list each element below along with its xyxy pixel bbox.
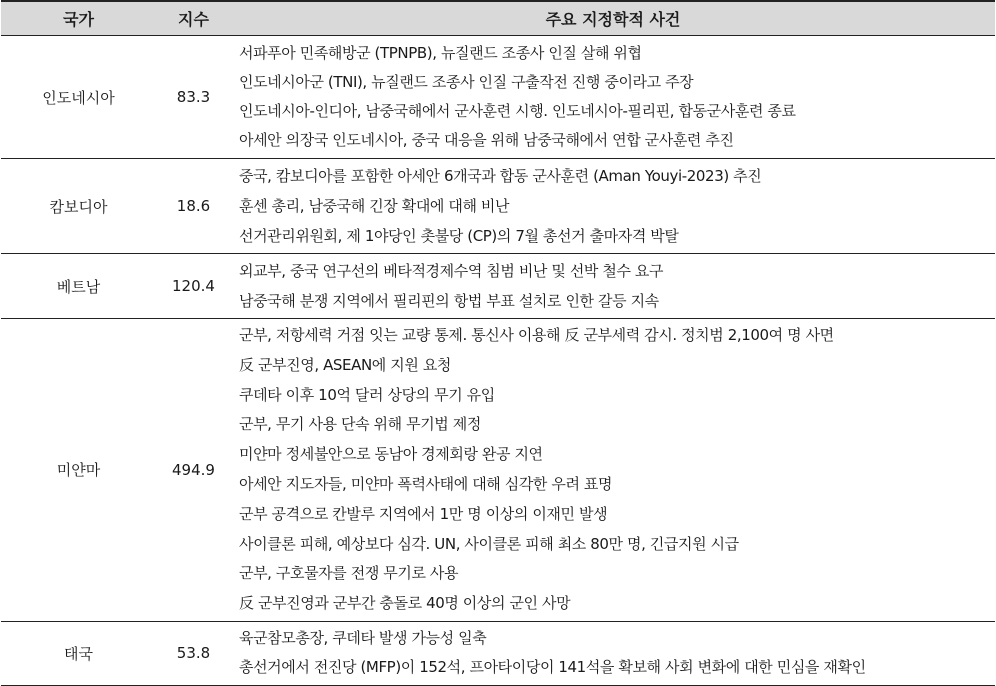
event-item: 인도네시아군 (TNI), 뉴질랜드 조종사 인질 구출작전 진행 중이라고 주장 <box>239 73 694 91</box>
country-cell: 태국 <box>1 621 156 685</box>
table-row-vietnam <box>1 254 995 319</box>
event-item: 선거관리위원회, 제 1야당인 촛불당 (CP)의 7월 총선거 출마자격 박탈 <box>239 227 679 245</box>
event-item: 사이클론 피해, 예상보다 심각. UN, 사이클론 피해 최소 80만 명, 긴급지원 시급 <box>239 534 739 553</box>
index-cell: 53.8 <box>156 621 231 685</box>
event-item: 인도네시아-인디아, 남중국해에서 군사훈련 시행. 인도네시아-필리핀, 합동군사훈련 종료 <box>239 102 796 120</box>
header-events: 주요 지정학적 사건 <box>231 1 995 36</box>
index-cell: 83.3 <box>156 36 231 159</box>
event-item: 총선거에서 전진당 (MFP)이 152석, 프아타이당이 141석을 확보해 사회 변화에 대한 민심을 재확인 <box>239 658 866 677</box>
event-item: 아세안 의장국 인도네시아, 중국 대응을 위해 남중국해에서 연합 군사훈련 추진 <box>239 131 734 149</box>
index-cell: 494.9 <box>156 319 231 622</box>
table-row-thailand <box>1 621 995 685</box>
events-cell <box>231 36 995 159</box>
event-item: 쿠데타 이후 10억 달러 상당의 무기 유입 <box>239 385 495 404</box>
event-item: 미얀마 정세불안으로 동남아 경제회랑 완공 지연 <box>239 445 543 464</box>
table-row-indonesia <box>1 36 995 159</box>
event-item: 군부, 저항세력 거점 잇는 교량 통제. 통신사 이용해 反 군부세력 감시. 정치범 2,100여 명 사면 <box>239 326 834 344</box>
event-item: 서파푸아 민족해방군 (TPNPB), 뉴질랜드 조종사 인질 살해 위협 <box>239 44 642 62</box>
events-cell <box>231 159 995 254</box>
event-item: 反 군부진영, ASEAN에 지원 요청 <box>239 355 451 374</box>
country-cell: 미얀마 <box>1 319 156 622</box>
event-item: 反 군부진영과 군부간 충돌로 40명 이상의 군인 사망 <box>239 594 571 613</box>
events-cell <box>231 254 995 319</box>
event-item: 남중국해 분쟁 지역에서 필리핀의 항법 부표 설치로 인한 갈등 지속 <box>239 292 659 310</box>
event-item: 군부 공격으로 칸발루 지역에서 1만 명 이상의 이재민 발생 <box>239 504 608 523</box>
events-cell <box>231 319 995 622</box>
event-item: 아세안 지도자들, 미얀마 폭력사태에 대해 심각한 우려 표명 <box>239 474 613 493</box>
event-item: 육군참모총장, 쿠데타 발생 가능성 일축 <box>239 628 487 647</box>
events-cell <box>231 621 995 685</box>
geopolitical-events-table <box>1 0 995 686</box>
table-header <box>1 1 995 36</box>
country-cell: 캄보디아 <box>1 159 156 254</box>
index-cell: 120.4 <box>156 254 231 319</box>
header-row <box>1 1 995 36</box>
event-item: 중국, 캄보디아를 포함한 아세안 6개국과 합동 군사훈련 (Aman Youyi-2023) 추진 <box>239 167 762 185</box>
event-item: 훈센 총리, 남중국해 긴장 확대에 대해 비난 <box>239 197 510 215</box>
event-item: 군부, 구호물자를 전쟁 무기로 사용 <box>239 564 459 583</box>
country-cell: 베트남 <box>1 254 156 319</box>
header-country: 국가 <box>1 1 156 36</box>
event-item: 외교부, 중국 연구선의 베타적경제수역 침범 비난 및 선박 철수 요구 <box>239 262 664 280</box>
table-row-myanmar <box>1 319 995 622</box>
event-item: 군부, 무기 사용 단속 위해 무기법 제정 <box>239 415 481 434</box>
index-cell: 18.6 <box>156 159 231 254</box>
table-row-cambodia <box>1 159 995 254</box>
header-index: 지수 <box>156 1 231 36</box>
table-body <box>1 36 995 686</box>
country-cell: 인도네시아 <box>1 36 156 159</box>
